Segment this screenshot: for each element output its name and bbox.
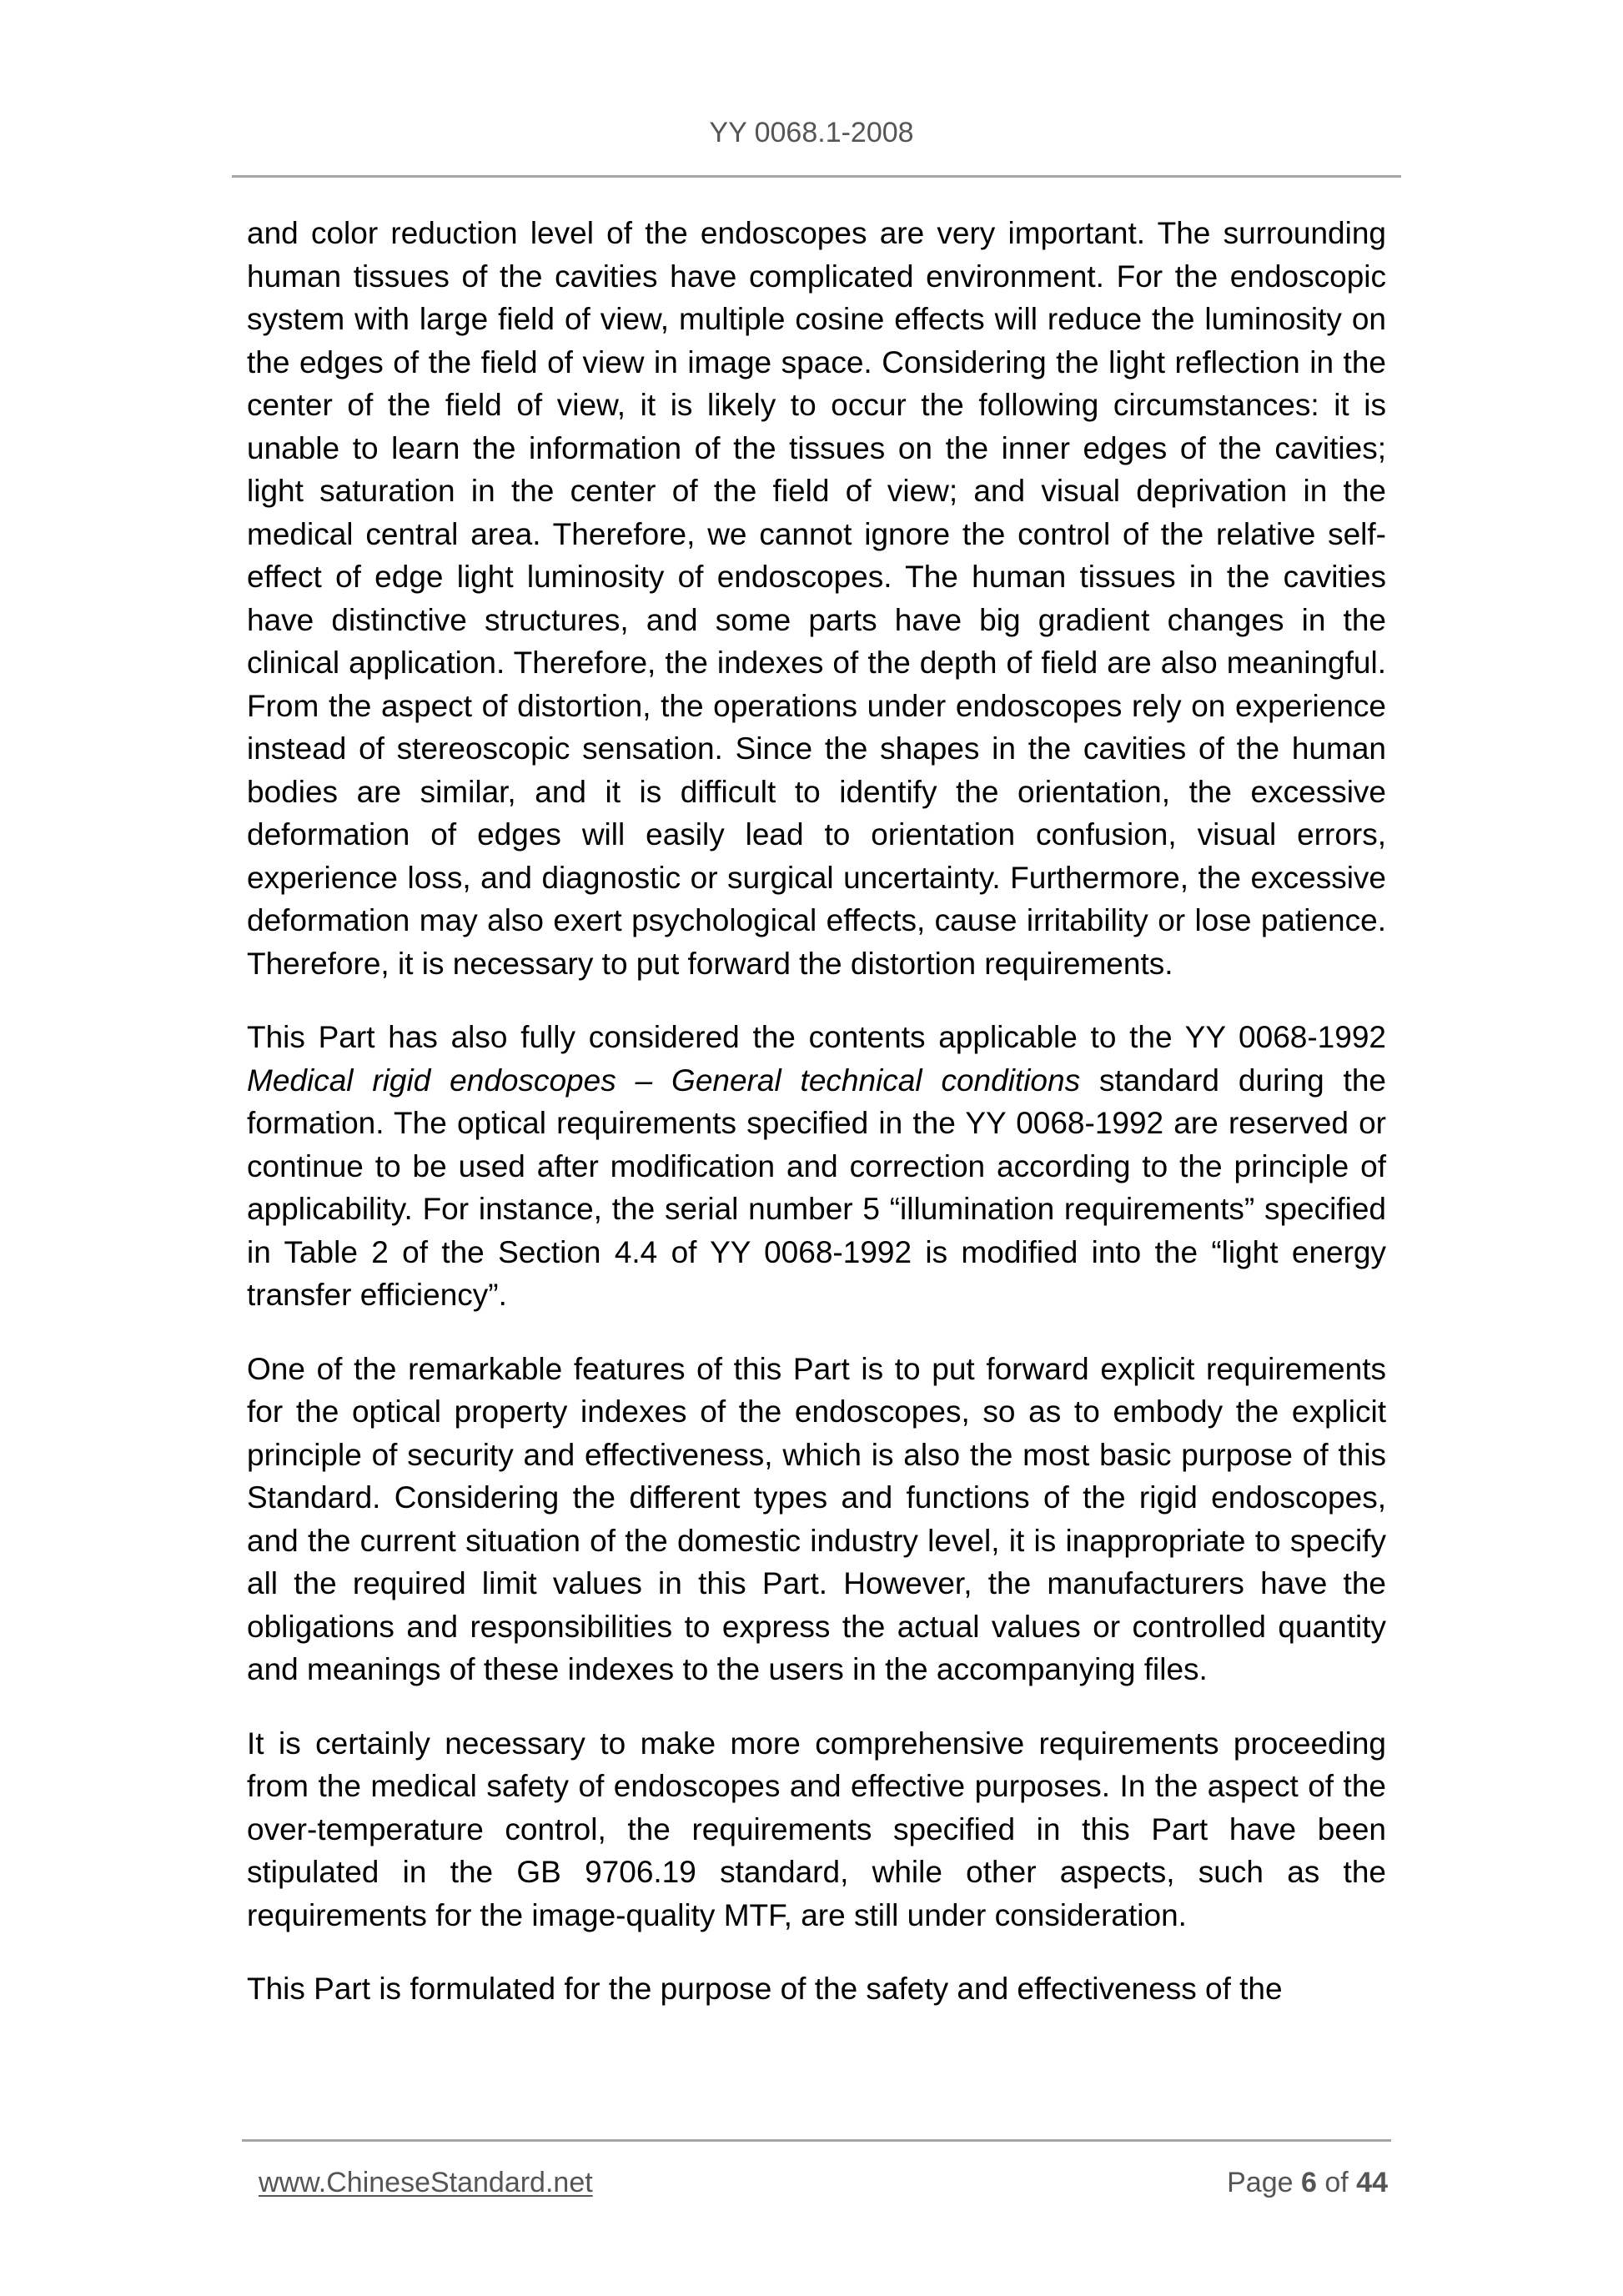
page-indicator bbox=[1227, 2167, 1388, 2199]
paragraph-optical-importance: and color reduction level of the endoscopes are very important. The surrounding human tissues of the cavities have complicated environment. For the endoscopic system with large field of view, multiple cosine effects will reduce the luminosity on the edges of the field of view in image space. Considering the light reflection in the center of the field of view, it is likely to occur the following circumstances: it is unable to learn the information of the tissues on the inner edges of the cavities; light saturation in the center of the field of view; and visual deprivation in the medical central area. Therefore, we cannot ignore the control of the relative self-effect of edge light luminosity of endoscopes. The human tissues in the cavities have distinctive structures, and some parts have big gradient changes in the clinical application. Therefore, the indexes of the depth of field are also meaningful. From the aspect of distortion, the operations under endoscopes rely on experience instead of stereoscopic sensation. Since the shapes in the cavities of the human bodies are similar, and it is difficult to identify the orientation, the excessive deformation of edges will easily lead to orientation confusion, visual errors, experience loss, and diagnostic or surgical uncertainty. Furthermore, the excessive deformation may also exert psychological effects, cause irritability or lose patience. Therefore, it is necessary to put forward the distortion requirements. bbox=[247, 216, 1386, 981]
page-total: 44 bbox=[1356, 2167, 1388, 2198]
standard-code: YY 0068.1-2008 bbox=[709, 117, 914, 148]
paragraph-formulation-purpose: This Part is formulated for the purpose of the safety and effectiveness of the bbox=[247, 1972, 1283, 2006]
referenced-standard-title: Medical rigid endoscopes – General technical conditions bbox=[247, 1063, 1081, 1098]
footer-divider bbox=[242, 2139, 1391, 2142]
document-header bbox=[0, 117, 1623, 149]
paragraph-text-before: This Part has also fully considered the contents applicable to the YY 0068-1992 bbox=[247, 1020, 1386, 1054]
header-divider bbox=[232, 175, 1401, 178]
paragraph-remarkable-features: One of the remarkable features of this Part is to put forward explicit requirements for the optical property indexes of the endoscopes, so as to embody the explicit principle of security and effectiveness, which is also the most basic purpose of this Standard. Considering the different types and functions of the rigid endoscopes, and the current situation of the domestic industry level, it is inappropriate to specify all the required limit values in this Part. However, the manufacturers have the obligations and responsibilities to express the actual values or controlled quantity and meanings of these indexes to the users in the accompanying files. bbox=[247, 1351, 1386, 1686]
document-body bbox=[247, 212, 1386, 2011]
paragraph-comprehensive-requirements: It is certainly necessary to make more comprehensive requirements proceeding from the medical safety of endoscopes and effective purposes. In the aspect of the over-temperature control, the requirements specified in this Part have been stipulated in the GB 9706.19 standard, while other aspects, such as the requirements for the image-quality MTF, are still under consideration. bbox=[247, 1726, 1386, 1932]
page-of: of bbox=[1324, 2167, 1349, 2198]
page-current: 6 bbox=[1300, 2167, 1317, 2198]
page-prefix: Page bbox=[1227, 2167, 1294, 2198]
website-link[interactable]: www.ChineseStandard.net bbox=[259, 2167, 593, 2198]
paragraph-text-after: standard during the formation. The optical requirements specified in the YY 0068-1992 are reserved or continue to be used after modification and correction according to the principle of applicability. For instance, the serial number 5 “illumination requirements” specified in Table 2 of the Section 4.4 of YY 0068-1992 is modified into the “light energy transfer efficiency”. bbox=[247, 1063, 1386, 1312]
paragraph-yy-0068-1992 bbox=[247, 1016, 1386, 1317]
